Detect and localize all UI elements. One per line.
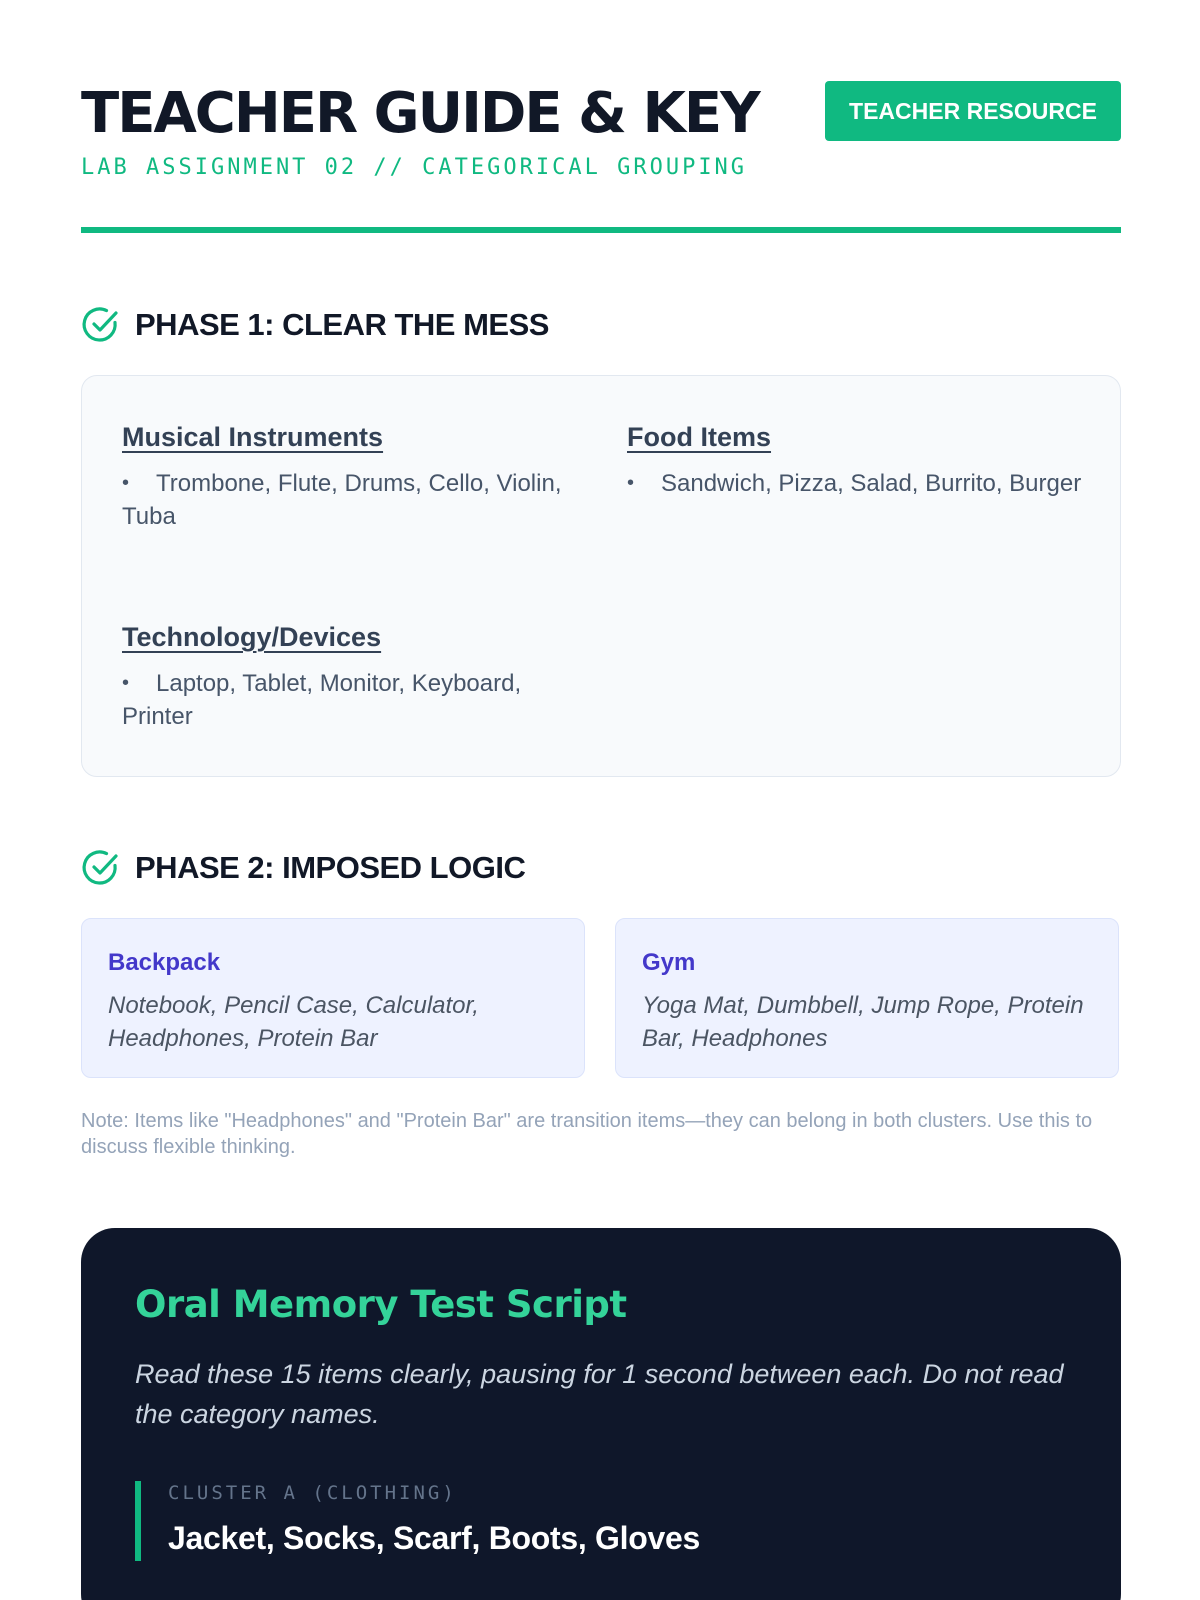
category-name: Food Items [627,422,772,452]
category-food-items [627,420,1087,500]
phase2-title: PHASE 2: IMPOSED LOGIC [135,850,526,885]
category-technology-devices [122,620,582,733]
bullet-icon: • [122,472,130,494]
oral-memory-script-panel [81,1228,1121,1600]
bullet-icon: • [627,472,635,494]
phase1-title: PHASE 1: CLEAR THE MESS [135,307,549,342]
cluster-label: CLUSTER A (CLOTHING) [168,1482,457,1504]
cluster-card-items: Yoga Mat, Dumbbell, Jump Rope, Protein Bar, Headphones [642,992,1084,1052]
check-circle-icon [81,305,121,345]
category-items [122,467,582,533]
category-musical-instruments [122,420,582,533]
cluster-card-items: Notebook, Pencil Case, Calculator, Headphones, Protein Bar [108,992,479,1052]
category-name: Technology/Devices [122,622,382,652]
cluster-card-backpack [81,918,585,1078]
teacher-resource-badge: TEACHER RESOURCE [825,81,1121,141]
phase1-heading [81,303,549,347]
category-items-text: Trombone, Flute, Drums, Cello, Violin, Tuba [122,470,562,530]
category-items [627,467,1087,500]
cluster-card-title: Backpack [108,949,221,976]
phase2-heading [81,846,525,890]
check-circle-icon [81,848,121,888]
cluster-items: Jacket, Socks, Scarf, Boots, Gloves [168,1520,700,1556]
header-divider [81,227,1121,233]
bullet-icon: • [122,672,130,694]
category-name: Musical Instruments [122,422,384,452]
page-title: TEACHER GUIDE & KEY [81,81,759,146]
script-instructions: Read these 15 items clearly, pausing for 1 second between each. Do not read the category names. [135,1359,1064,1429]
page-subtitle: LAB ASSIGNMENT 02 // CATEGORICAL GROUPING [81,155,748,180]
category-items [122,667,582,733]
cluster-card-gym [615,918,1119,1078]
script-cluster-a [135,1481,700,1561]
category-items-text: Laptop, Tablet, Monitor, Keyboard, Printer [122,670,522,730]
cluster-card-title: Gym [642,949,696,976]
transition-items-note: Note: Items like "Headphones" and "Protein Bar" are transition items—they can belong in both clusters. Use this to discuss flexible thinking. [81,1110,1093,1158]
script-title: Oral Memory Test Script [135,1283,627,1326]
category-items-text: Sandwich, Pizza, Salad, Burrito, Burger [661,470,1082,497]
phase1-answer-box [81,375,1121,777]
